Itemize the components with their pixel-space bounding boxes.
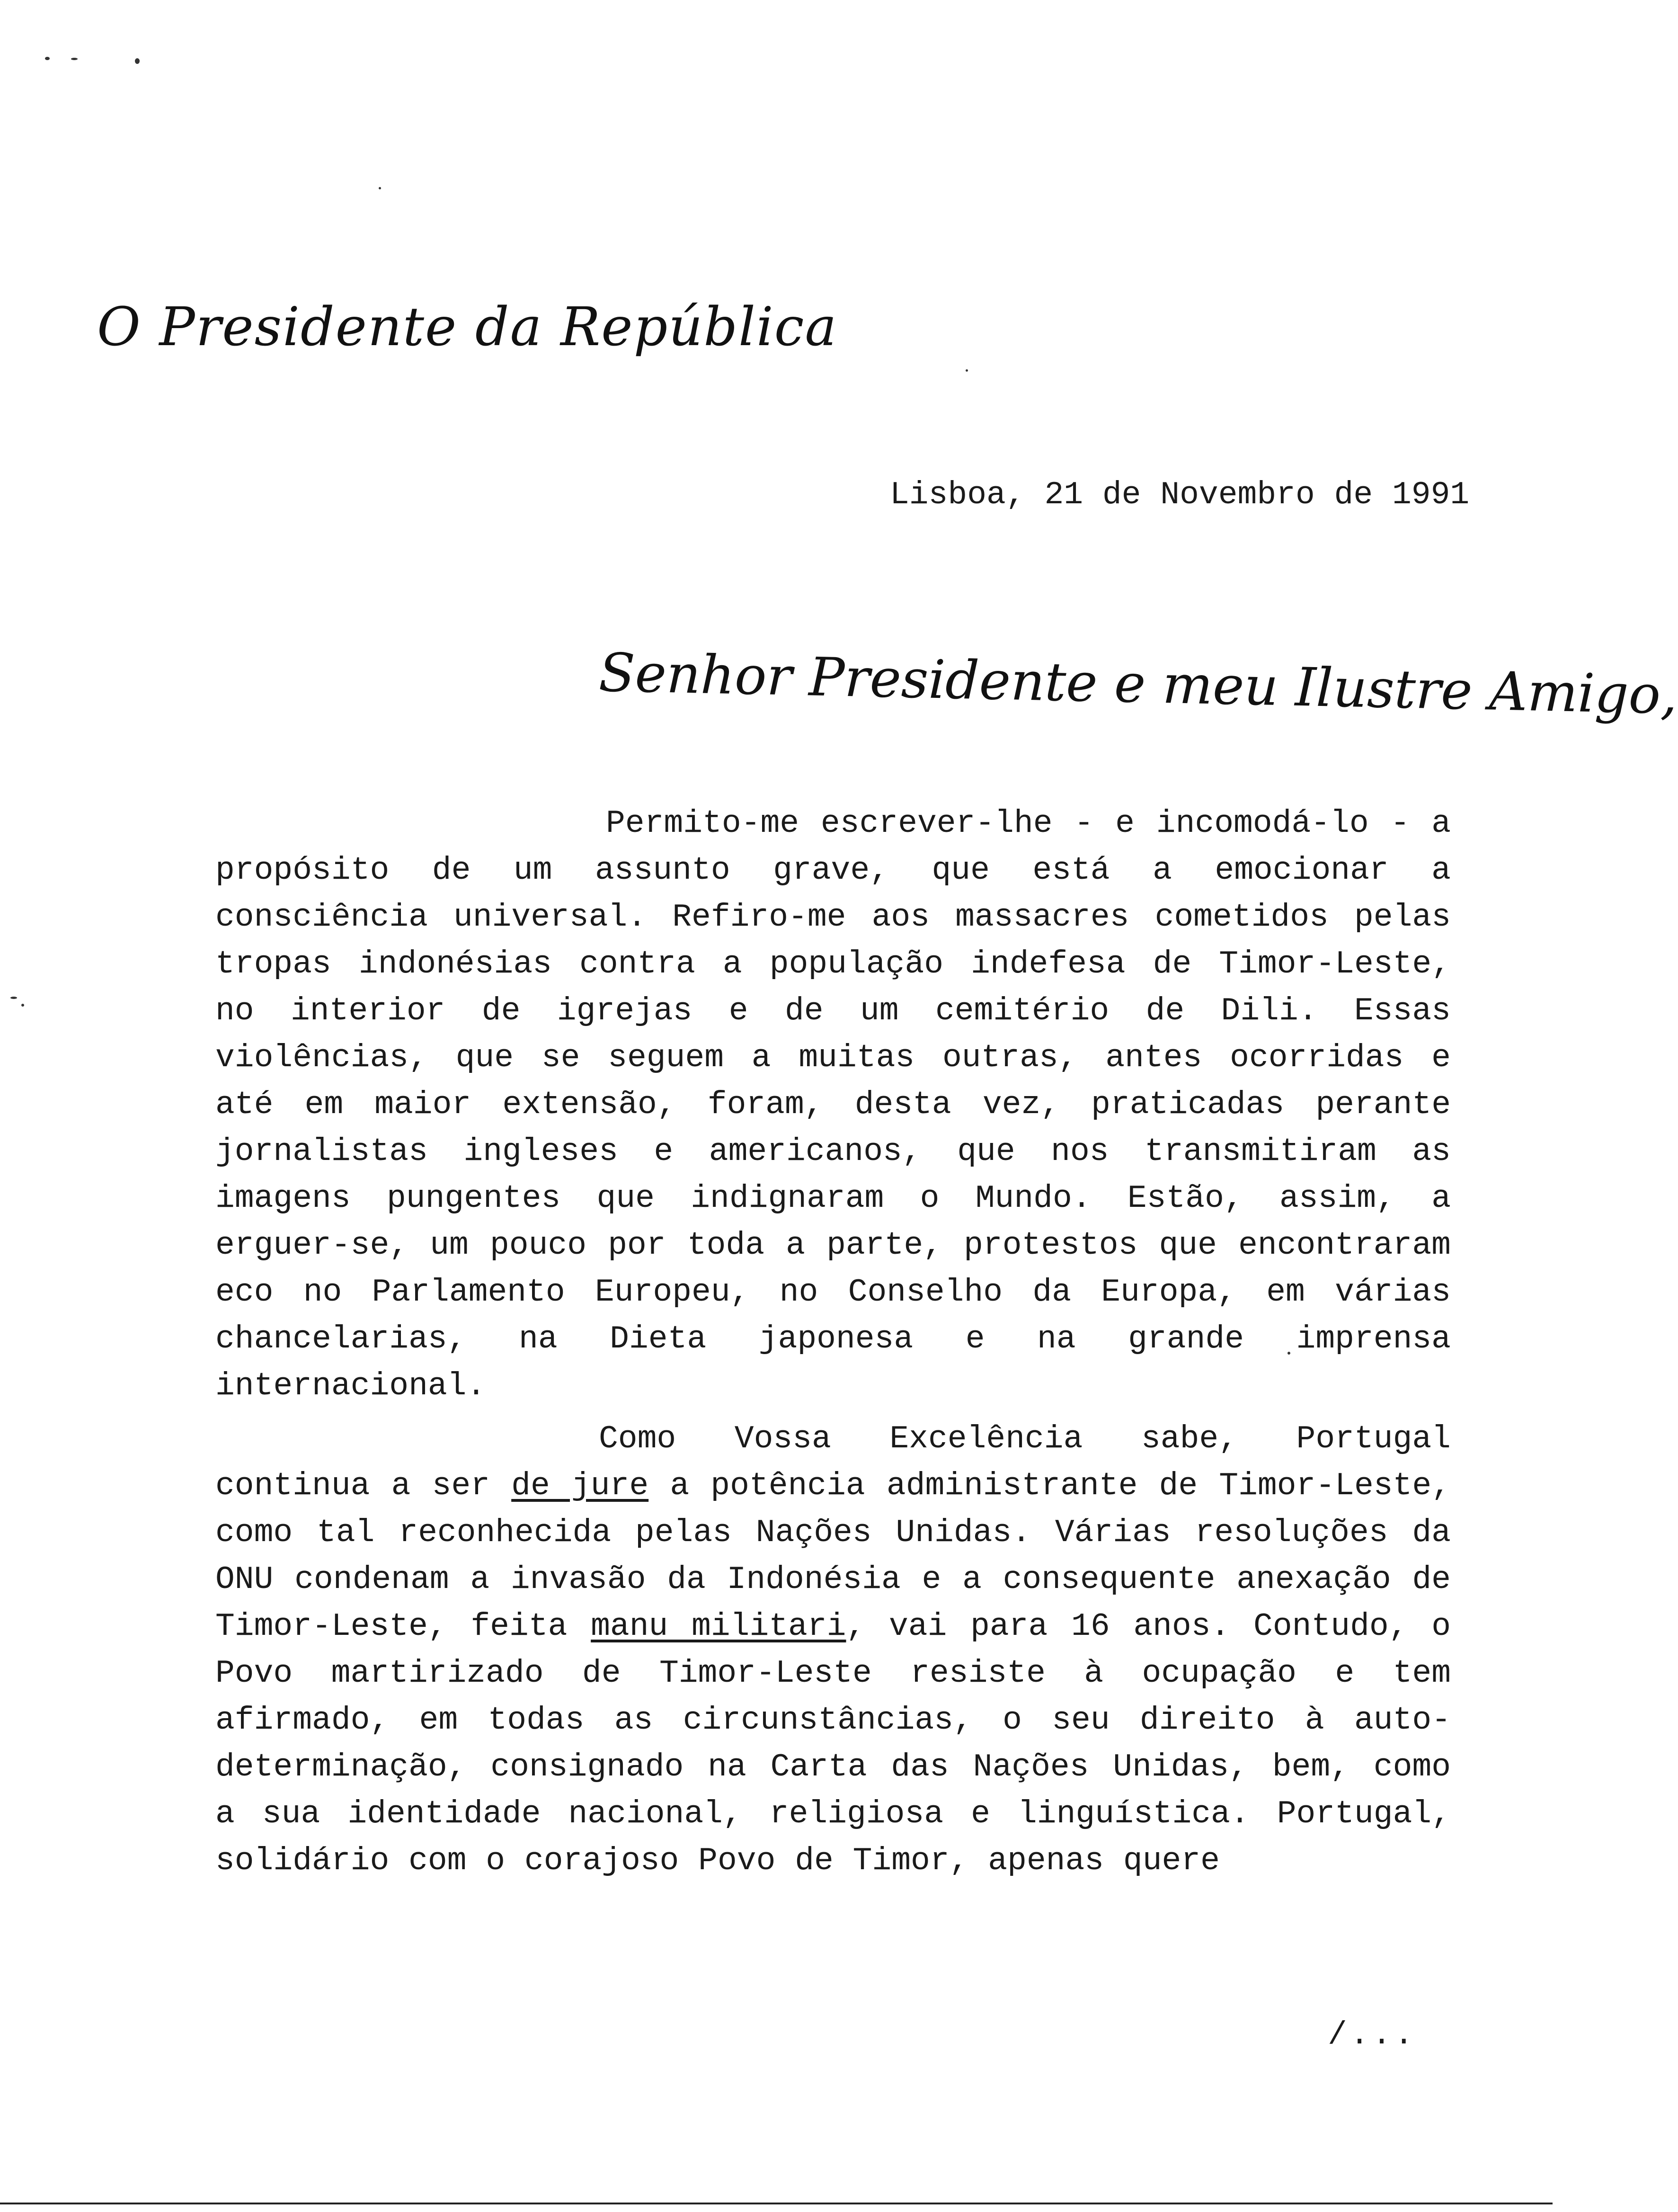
paragraph-2-part-c: , vai para 16 anos. Contudo, o Povo martirizado de Timor-Leste resiste à ocupação e tem afirmado, em todas as circunstâncias, o seu direito à auto-determinação, consignado na Carta das Nações Unidas, bem, como a sua identidade nacional, religiosa e linguística. Portugal, solidário com o corajoso Povo de Timor, apenas quere bbox=[215, 1608, 1451, 1879]
paragraph-1: Permito-me escrever-lhe - e incomodá-lo - a propósito de um assunto grave, que está a emocionar a consciência universal. Refiro-me aos massacres cometidos pelas tropas indonésias contra a população indefesa de Timor-Leste, no interior de igrejas e de um cemitério de Dili. Essas violências, que se seguem a muitas outras, antes ocorridas e até em maior extensão, foram, desta vez, praticadas perante jornalistas ingleses e americanos, que nos transmitiram as imagens pungentes que indignaram o Mundo. Estão, assim, a erguer-se, um pouco por toda a parte, protestos que encontraram eco no Parlamento Europeu, no Conselho da Europa, em várias chancelarias, na Dieta japonesa e na grande imprensa internacional. bbox=[215, 805, 1451, 1404]
paragraph-2 bbox=[215, 1416, 1451, 1884]
scan-speck bbox=[966, 369, 968, 372]
scan-speck bbox=[135, 58, 140, 64]
term-manu-militari: manu militari bbox=[591, 1608, 846, 1645]
continuation-mark: /... bbox=[1328, 2017, 1417, 2053]
scan-edge-line bbox=[0, 2203, 1553, 2204]
scan-speck bbox=[10, 997, 17, 999]
letter-date: Lisboa, 21 de Novembro de 1991 bbox=[890, 477, 1470, 513]
scan-speck bbox=[379, 187, 381, 189]
handwritten-salutation: Senhor Presidente e meu Ilustre Amigo, bbox=[598, 642, 1678, 726]
letterhead-title: O Presidente da República bbox=[97, 296, 838, 358]
paragraph-2-part-b: a potência administrante de Timor-Leste, como tal reconhecida pelas Nações Unidas. Várias resoluções da ONU condenam a invasão da Indonésia e a consequente anexação de Timor-Leste, feita bbox=[215, 1468, 1451, 1645]
scan-speck bbox=[21, 1004, 24, 1007]
scan-speck bbox=[45, 57, 50, 60]
paragraph-2-part-a: Como Vossa Excelência sabe, Portugal continua a ser bbox=[215, 1421, 1451, 1504]
term-de-jure: de jure bbox=[511, 1468, 649, 1504]
scan-speck bbox=[71, 58, 78, 60]
